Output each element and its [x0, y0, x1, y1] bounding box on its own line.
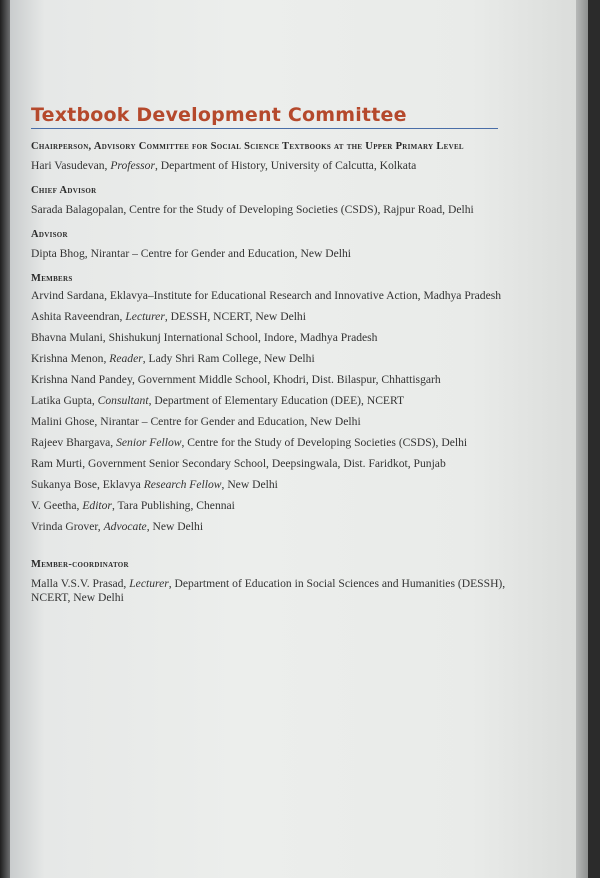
- entry-name: Malini Ghose, Nirantar – Centre for Gender and Education, New Delhi: [31, 415, 361, 428]
- entry-name: V. Geetha,: [31, 499, 83, 512]
- committee-entry: [31, 478, 511, 492]
- entry-name: Krishna Menon,: [31, 352, 110, 365]
- page-edge-right: [576, 0, 588, 878]
- section-heading: Advisor: [31, 229, 68, 240]
- entry-name: Hari Vasudevan,: [31, 159, 111, 172]
- entry-affiliation: , Tara Publishing, Chennai: [111, 499, 235, 512]
- entry-affiliation: , Lady Shri Ram College, New Delhi: [142, 352, 315, 365]
- entry-affiliation: , DESSH, NCERT, New Delhi: [164, 310, 306, 323]
- entry-affiliation: , Department of Education in Social Sciences and Humanities (DESSH), NCERT, New Delhi: [31, 577, 506, 604]
- entry-name: Ashita Raveendran,: [31, 310, 126, 323]
- committee-entry: [31, 289, 511, 303]
- committee-entry: [31, 159, 511, 173]
- entry-name: Ram Murti, Government Senior Secondary School, Deepsingwala, Dist. Faridkot, Punjab: [31, 457, 446, 470]
- entry-name: Malla V.S.V. Prasad,: [31, 577, 130, 590]
- entry-name: Bhavna Mulani, Shishukunj International School, Indore, Madhya Pradesh: [31, 331, 378, 344]
- entry-list: [31, 247, 511, 261]
- committee-entry: [31, 373, 511, 387]
- section-heading: Chief Advisor: [31, 185, 97, 196]
- entry-affiliation: , Department of Elementary Education (DEE), NCERT: [148, 394, 405, 407]
- document-page: [10, 0, 588, 878]
- section-chairperson: [31, 140, 511, 173]
- entry-affiliation: , New Delhi: [221, 478, 278, 491]
- entry-role: Advocate: [103, 520, 147, 533]
- section-heading: Member-coordinator: [31, 559, 129, 570]
- entry-affiliation: , New Delhi: [146, 520, 204, 533]
- entry-role: Lecturer: [129, 577, 169, 590]
- committee-entry: [31, 436, 511, 450]
- entry-role: Research Fellow: [143, 478, 222, 491]
- entry-affiliation: , Centre for the Study of Developing Societies (CSDS), Delhi: [181, 436, 468, 449]
- committee-entry: [31, 457, 511, 471]
- entry-name: Sarada Balagopalan, Centre for the Study of Developing Societies (CSDS), Rajpur Road, Delhi: [31, 203, 474, 216]
- entry-name: Arvind Sardana, Eklavya–Institute for Educational Research and Innovative Action, Madhya Pradesh: [31, 289, 502, 302]
- page-edge-left: [0, 0, 10, 878]
- entry-role: Lecturer: [125, 310, 165, 323]
- committee-content: [31, 104, 511, 605]
- entry-role: Professor: [110, 159, 155, 172]
- committee-entry: [31, 577, 511, 605]
- section-chief-advisor: [31, 184, 511, 217]
- committee-entry: [31, 352, 511, 366]
- entry-name: Rajeev Bhargava,: [31, 436, 117, 449]
- entry-name: Dipta Bhog, Nirantar – Centre for Gender and Education, New Delhi: [31, 247, 352, 260]
- entry-name: Vrinda Grover,: [31, 520, 104, 533]
- entry-list: [31, 159, 511, 173]
- entry-name: Krishna Nand Pandey, Government Middle School, Khodri, Dist. Bilaspur, Chhattisgarh: [31, 373, 441, 386]
- committee-entry: [31, 310, 511, 324]
- entry-name: Sukanya Bose, Eklavya: [31, 478, 144, 491]
- section-members: [31, 272, 511, 534]
- page-title: Textbook Development Committee: [31, 104, 498, 129]
- entry-name: Latika Gupta,: [31, 394, 98, 407]
- section-heading: Members: [31, 273, 73, 284]
- committee-entry: [31, 499, 511, 513]
- committee-entry: [31, 415, 511, 429]
- entry-affiliation: , Department of History, University of Calcutta, Kolkata: [154, 159, 417, 172]
- committee-entry: [31, 247, 511, 261]
- entry-role: Editor: [82, 499, 112, 512]
- entry-list: [31, 289, 511, 534]
- section-member-coordinator: [31, 558, 511, 605]
- committee-entry: [31, 203, 511, 217]
- entry-list: [31, 203, 511, 217]
- entry-list: [31, 577, 511, 605]
- entry-role: Reader: [109, 352, 143, 365]
- committee-entry: [31, 331, 511, 345]
- entry-role: Consultant: [97, 394, 149, 407]
- section-advisor: [31, 228, 511, 261]
- entry-role: Senior Fellow: [116, 436, 182, 449]
- section-heading: Chairperson, Advisory Committee for Social Science Textbooks at the Upper Primary Level: [31, 141, 464, 152]
- committee-entry: [31, 394, 511, 408]
- committee-entry: [31, 520, 511, 534]
